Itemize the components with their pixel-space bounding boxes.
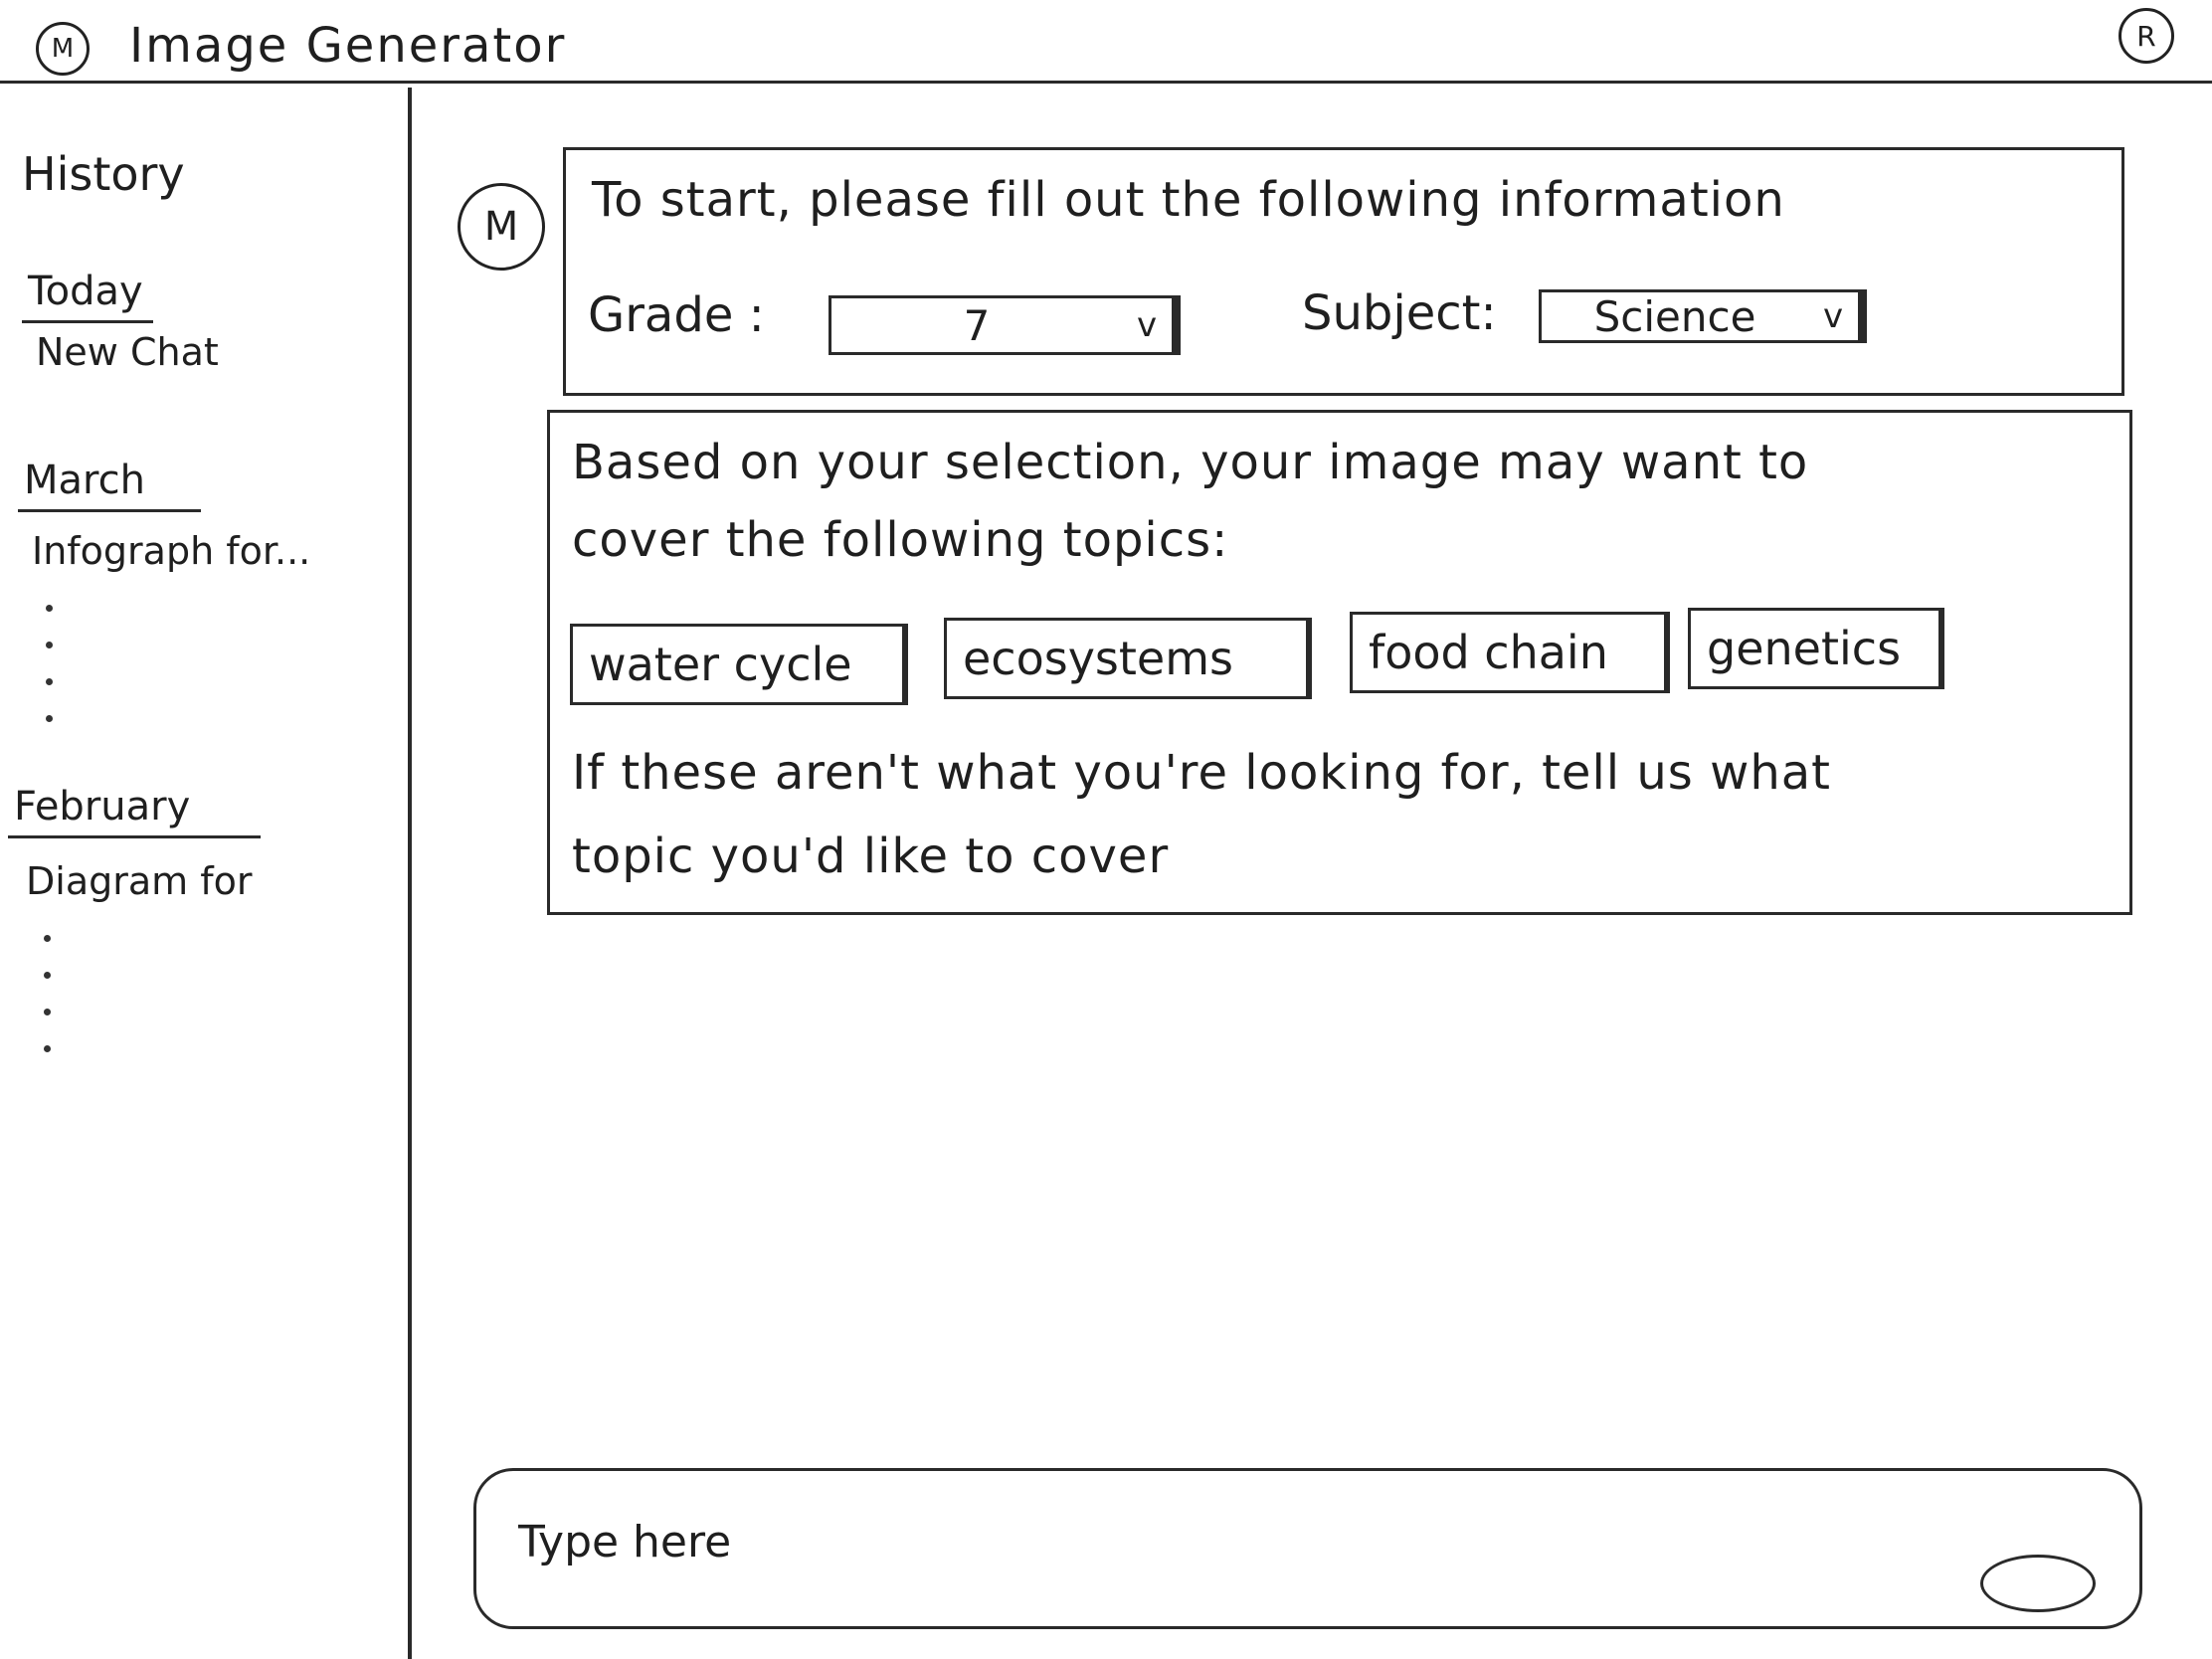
form-message-bubble (563, 147, 2124, 396)
history-item-diagram[interactable]: Diagram for (26, 859, 253, 903)
history-sidebar (0, 88, 412, 1659)
history-group-february: February (8, 784, 261, 838)
followup-line-2: topic you'd like to cover (572, 829, 1170, 884)
message-composer (473, 1468, 2142, 1629)
history-group-today: Today (22, 269, 153, 323)
suggestion-line-1: Based on your selection, your image may want to (572, 435, 1809, 490)
intro-text: To start, please fill out the following information (592, 172, 1785, 228)
history-item-infograph[interactable]: Infograph for... (32, 529, 311, 573)
send-button[interactable] (1980, 1555, 2096, 1612)
app-title: Image Generator (129, 18, 567, 74)
grade-select-value: 7 (963, 300, 991, 350)
topics-message-bubble (547, 410, 2132, 915)
subject-select[interactable] (1539, 289, 1867, 343)
subject-label: Subject: (1302, 285, 1497, 341)
chevron-down-icon: v (1808, 292, 1864, 340)
history-item-new-chat[interactable]: New Chat (36, 330, 219, 374)
subject-select-value: Science (1593, 291, 1756, 341)
topic-chip-food-chain[interactable]: food chain (1350, 612, 1670, 693)
history-group-march: March (18, 458, 201, 512)
chevron-down-icon: v (1122, 298, 1178, 352)
user-avatar[interactable] (2119, 8, 2174, 64)
logo-icon (36, 22, 90, 76)
suggestion-line-2: cover the following topics: (572, 512, 1229, 568)
history-heading: History (22, 147, 185, 201)
grade-label: Grade : (588, 287, 765, 343)
logo-letter: M (51, 34, 75, 64)
message-input[interactable] (516, 1507, 1929, 1576)
grade-select[interactable] (829, 295, 1181, 355)
topic-chip-water-cycle[interactable]: water cycle (570, 624, 908, 705)
assistant-avatar-letter: M (483, 204, 519, 250)
app-header (0, 0, 2212, 84)
followup-line-1: If these aren't what you're looking for, tell us what (572, 745, 1831, 801)
assistant-avatar (458, 183, 545, 271)
more-items-indicator (44, 935, 58, 1052)
topic-chip-ecosystems[interactable]: ecosystems (944, 618, 1312, 699)
more-items-indicator (46, 605, 60, 722)
topic-chip-genetics[interactable]: genetics (1688, 608, 1944, 689)
user-initial: R (2136, 19, 2156, 53)
